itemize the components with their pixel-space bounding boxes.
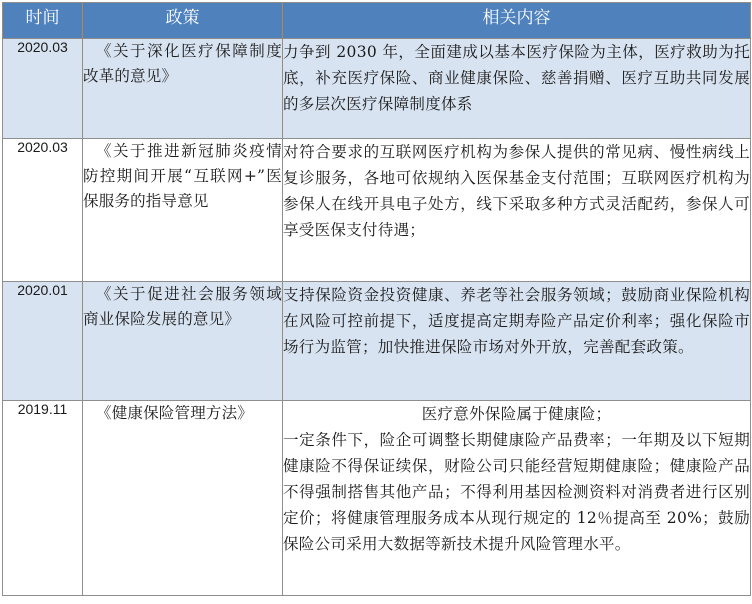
content-paragraph: 医疗意外保险属于健康险； [421, 405, 612, 423]
table-row [3, 401, 751, 596]
row-policy-name: 《关于推进新冠肺炎疫情防控期间开展“互联网+”医保服务的指导意见 [83, 139, 283, 282]
policy-table [2, 2, 751, 596]
row-policy-name: 《关于促进社会服务领域商业保险发展的意见》 [83, 282, 283, 401]
content-paragraph: 力争到 2030 年，全面建成以基本医疗保险为主体，医疗救助为托底，补充医疗保险、商业健康保险、慈善捐赠、医疗互助共同发展的多层次医疗保障制度体系 [283, 43, 750, 113]
row-policy-name: 《关于深化医疗保障制度改革的意见》 [83, 39, 283, 139]
row-date: 2019.11 [3, 401, 83, 596]
row-content [283, 282, 751, 401]
table-row [3, 139, 751, 282]
table-header-row [3, 3, 751, 39]
row-content [283, 39, 751, 139]
row-date: 2020.03 [3, 139, 83, 282]
row-date: 2020.03 [3, 39, 83, 139]
row-content [283, 401, 751, 596]
row-policy-name: 《健康保险管理方法》 [83, 401, 283, 596]
content-paragraph: 对符合要求的互联网医疗机构为参保人提供的常见病、慢性病线上复诊服务，各地可依规纳入医保基金支付范围；互联网医疗机构为参保人在线开具电子处方，线下采取多种方式灵活配药，参保人可享受医保支付待遇； [283, 143, 750, 239]
row-date: 2020.01 [3, 282, 83, 401]
table-row [3, 39, 751, 139]
header-content: 相关内容 [283, 3, 751, 39]
content-paragraph: 一定条件下，险企可调整长期健康险产品费率；一年期及以下短期健康险不得保证续保，财险公司只能经营短期健康险；健康险产品不得强制搭售其他产品；不得利用基因检测资料对消费者进行区别定价；将健康管理服务成本从现行规定的 12％提高至 20%；鼓励保险公司采用大数据等新技术提升风险管理水平。 [283, 431, 750, 553]
row-content [283, 139, 751, 282]
header-policy: 政策 [83, 3, 283, 39]
table-row [3, 282, 751, 401]
header-time: 时间 [3, 3, 83, 39]
content-paragraph: 支持保险资金投资健康、养老等社会服务领域；鼓励商业保险机构在风险可控前提下，适度提高定期寿险产品定价利率；强化保险市场行为监管；加快推进保险市场对外开放，完善配套政策。 [283, 286, 750, 356]
